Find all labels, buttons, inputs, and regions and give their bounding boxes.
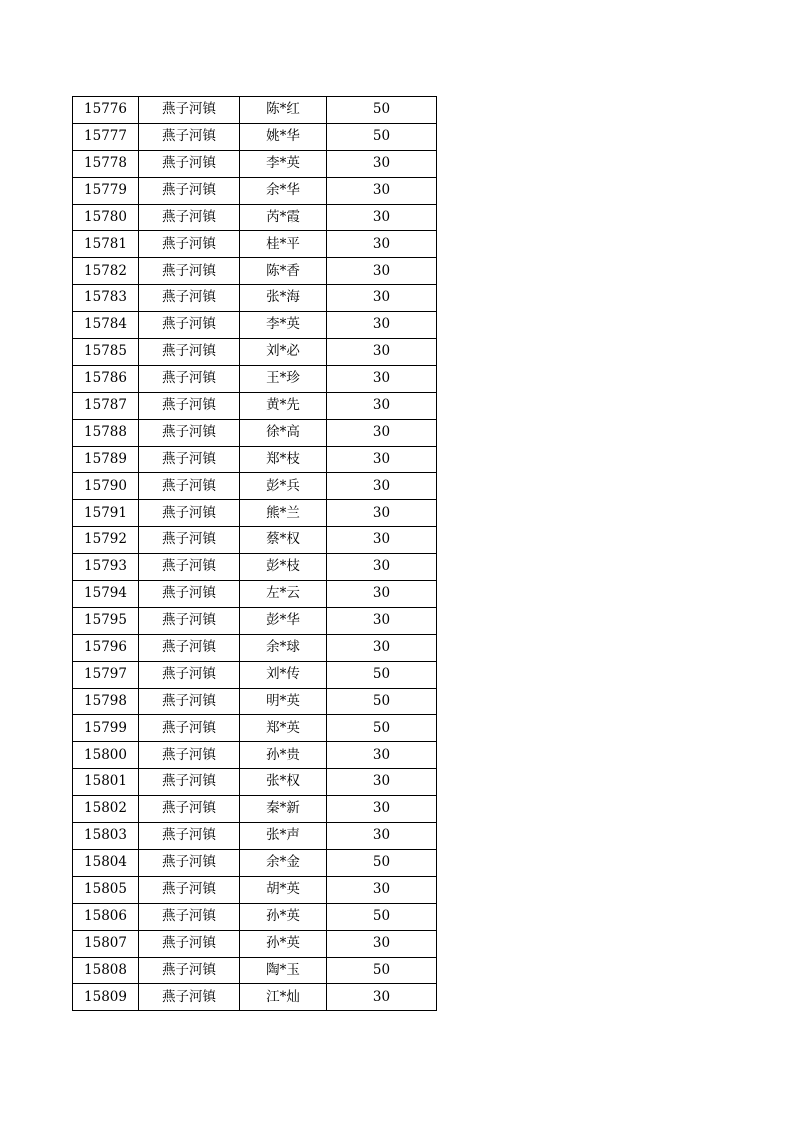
amount-cell: 50 [327,957,437,984]
name-cell: 蔡*权 [240,527,327,554]
town-cell: 燕子河镇 [139,984,240,1011]
amount-cell: 30 [327,177,437,204]
row-id-cell: 15807 [73,930,139,957]
table-row [73,527,437,554]
table-row [73,285,437,312]
row-id-cell: 15784 [73,312,139,339]
row-id-cell: 15776 [73,97,139,124]
amount-cell: 30 [327,473,437,500]
row-id-cell: 15805 [73,876,139,903]
amount-cell: 30 [327,419,437,446]
table-row [73,123,437,150]
table-row [73,581,437,608]
amount-cell: 30 [327,204,437,231]
name-cell: 孙*英 [240,903,327,930]
table-row [73,365,437,392]
town-cell: 燕子河镇 [139,823,240,850]
table-row [73,769,437,796]
town-cell: 燕子河镇 [139,150,240,177]
amount-cell: 50 [327,661,437,688]
name-cell: 郑*英 [240,715,327,742]
row-id-cell: 15797 [73,661,139,688]
town-cell: 燕子河镇 [139,419,240,446]
table-row [73,661,437,688]
table-row [73,984,437,1011]
amount-cell: 30 [327,446,437,473]
table-row [73,823,437,850]
table-row [73,446,437,473]
row-id-cell: 15788 [73,419,139,446]
row-id-cell: 15793 [73,554,139,581]
name-cell: 彭*枝 [240,554,327,581]
town-cell: 燕子河镇 [139,715,240,742]
town-cell: 燕子河镇 [139,849,240,876]
row-id-cell: 15803 [73,823,139,850]
row-id-cell: 15780 [73,204,139,231]
name-cell: 刘*必 [240,339,327,366]
name-cell: 王*珍 [240,365,327,392]
row-id-cell: 15796 [73,634,139,661]
row-id-cell: 15799 [73,715,139,742]
row-id-cell: 15791 [73,500,139,527]
amount-cell: 50 [327,903,437,930]
amount-cell: 30 [327,607,437,634]
name-cell: 彭*华 [240,607,327,634]
town-cell: 燕子河镇 [139,769,240,796]
name-cell: 黄*先 [240,392,327,419]
amount-cell: 30 [327,769,437,796]
town-cell: 燕子河镇 [139,876,240,903]
town-cell: 燕子河镇 [139,796,240,823]
name-cell: 余*金 [240,849,327,876]
table-row [73,554,437,581]
town-cell: 燕子河镇 [139,258,240,285]
town-cell: 燕子河镇 [139,903,240,930]
town-cell: 燕子河镇 [139,97,240,124]
amount-cell: 30 [327,339,437,366]
table-row [73,715,437,742]
row-id-cell: 15787 [73,392,139,419]
amount-cell: 50 [327,97,437,124]
table-row [73,876,437,903]
town-cell: 燕子河镇 [139,500,240,527]
amount-cell: 30 [327,285,437,312]
roster-table [72,96,437,1011]
row-id-cell: 15789 [73,446,139,473]
name-cell: 胡*英 [240,876,327,903]
row-id-cell: 15808 [73,957,139,984]
row-id-cell: 15778 [73,150,139,177]
row-id-cell: 15798 [73,688,139,715]
row-id-cell: 15781 [73,231,139,258]
name-cell: 芮*霞 [240,204,327,231]
name-cell: 张*海 [240,285,327,312]
amount-cell: 50 [327,688,437,715]
table-row [73,957,437,984]
row-id-cell: 15800 [73,742,139,769]
row-id-cell: 15786 [73,365,139,392]
town-cell: 燕子河镇 [139,554,240,581]
table-row [73,150,437,177]
table-row [73,607,437,634]
name-cell: 彭*兵 [240,473,327,500]
amount-cell: 30 [327,581,437,608]
amount-cell: 30 [327,527,437,554]
table-row [73,177,437,204]
name-cell: 余*华 [240,177,327,204]
town-cell: 燕子河镇 [139,177,240,204]
town-cell: 燕子河镇 [139,365,240,392]
name-cell: 姚*华 [240,123,327,150]
amount-cell: 30 [327,258,437,285]
name-cell: 孙*英 [240,930,327,957]
row-id-cell: 15783 [73,285,139,312]
town-cell: 燕子河镇 [139,930,240,957]
table-row [73,97,437,124]
table-row [73,742,437,769]
table-row [73,930,437,957]
table-row [73,500,437,527]
amount-cell: 30 [327,796,437,823]
amount-cell: 30 [327,930,437,957]
amount-cell: 50 [327,123,437,150]
town-cell: 燕子河镇 [139,957,240,984]
town-cell: 燕子河镇 [139,581,240,608]
town-cell: 燕子河镇 [139,392,240,419]
name-cell: 江*灿 [240,984,327,1011]
name-cell: 秦*新 [240,796,327,823]
town-cell: 燕子河镇 [139,231,240,258]
name-cell: 张*声 [240,823,327,850]
amount-cell: 30 [327,554,437,581]
table-row [73,796,437,823]
amount-cell: 50 [327,715,437,742]
row-id-cell: 15804 [73,849,139,876]
row-id-cell: 15795 [73,607,139,634]
name-cell: 左*云 [240,581,327,608]
name-cell: 徐*高 [240,419,327,446]
row-id-cell: 15777 [73,123,139,150]
table-row [73,204,437,231]
amount-cell: 30 [327,742,437,769]
name-cell: 余*球 [240,634,327,661]
table-row [73,903,437,930]
row-id-cell: 15806 [73,903,139,930]
town-cell: 燕子河镇 [139,446,240,473]
row-id-cell: 15782 [73,258,139,285]
table-row [73,392,437,419]
town-cell: 燕子河镇 [139,607,240,634]
table-row [73,634,437,661]
name-cell: 刘*传 [240,661,327,688]
table-row [73,312,437,339]
amount-cell: 30 [327,876,437,903]
table-row [73,419,437,446]
row-id-cell: 15779 [73,177,139,204]
name-cell: 桂*平 [240,231,327,258]
table-row [73,231,437,258]
row-id-cell: 15790 [73,473,139,500]
amount-cell: 30 [327,312,437,339]
town-cell: 燕子河镇 [139,339,240,366]
name-cell: 陶*玉 [240,957,327,984]
amount-cell: 30 [327,500,437,527]
town-cell: 燕子河镇 [139,634,240,661]
row-id-cell: 15802 [73,796,139,823]
amount-cell: 30 [327,823,437,850]
row-id-cell: 15794 [73,581,139,608]
name-cell: 李*英 [240,150,327,177]
town-cell: 燕子河镇 [139,123,240,150]
table-row [73,258,437,285]
table-row [73,339,437,366]
town-cell: 燕子河镇 [139,204,240,231]
amount-cell: 30 [327,150,437,177]
amount-cell: 30 [327,984,437,1011]
name-cell: 熊*兰 [240,500,327,527]
amount-cell: 30 [327,365,437,392]
name-cell: 李*英 [240,312,327,339]
town-cell: 燕子河镇 [139,688,240,715]
row-id-cell: 15801 [73,769,139,796]
amount-cell: 30 [327,634,437,661]
amount-cell: 30 [327,231,437,258]
town-cell: 燕子河镇 [139,661,240,688]
town-cell: 燕子河镇 [139,473,240,500]
row-id-cell: 15785 [73,339,139,366]
table-row [73,849,437,876]
name-cell: 郑*枝 [240,446,327,473]
name-cell: 孙*贵 [240,742,327,769]
name-cell: 明*英 [240,688,327,715]
row-id-cell: 15809 [73,984,139,1011]
table-row [73,688,437,715]
roster-table-body [73,97,437,1011]
table-row [73,473,437,500]
name-cell: 张*权 [240,769,327,796]
name-cell: 陈*红 [240,97,327,124]
town-cell: 燕子河镇 [139,527,240,554]
amount-cell: 50 [327,849,437,876]
town-cell: 燕子河镇 [139,742,240,769]
town-cell: 燕子河镇 [139,312,240,339]
name-cell: 陈*香 [240,258,327,285]
town-cell: 燕子河镇 [139,285,240,312]
row-id-cell: 15792 [73,527,139,554]
amount-cell: 30 [327,392,437,419]
